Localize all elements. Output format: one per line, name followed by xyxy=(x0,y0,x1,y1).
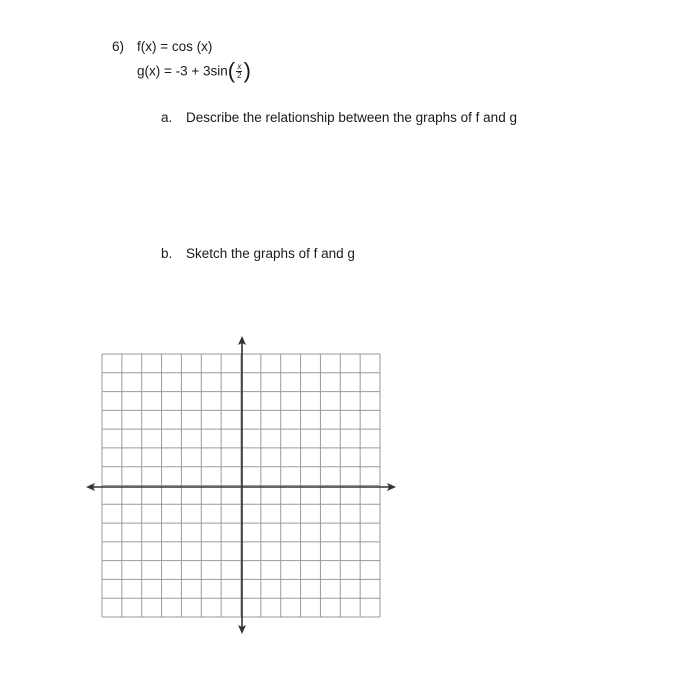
open-paren: ( xyxy=(227,58,236,83)
part-b-question: Sketch the graphs of f and g xyxy=(186,246,355,261)
f-definition: f(x) = cos (x) xyxy=(137,39,213,54)
problem-number: 6) xyxy=(112,39,125,54)
part-a-question: Describe the relationship between the graphs of f and g xyxy=(186,110,517,125)
close-paren: ) xyxy=(243,58,251,83)
grid-lines xyxy=(102,354,380,617)
g-definition-prefix: g(x) = -3 + 3sin xyxy=(137,63,228,79)
part-b-letter: b. xyxy=(161,246,173,261)
fraction-numerator: x xyxy=(237,61,242,71)
fraction-denominator: 2 xyxy=(237,70,242,80)
part-a-letter: a. xyxy=(161,110,173,125)
